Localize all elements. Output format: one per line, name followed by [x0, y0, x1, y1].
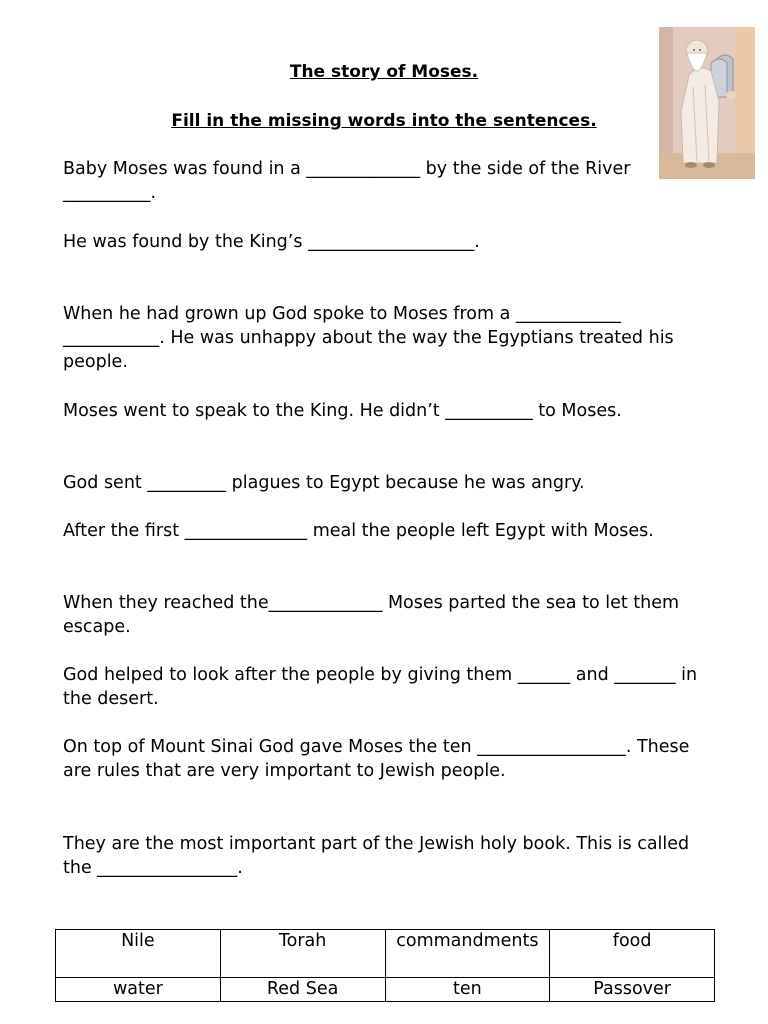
- word-bank-cell: Torah: [220, 930, 385, 978]
- sentence-6: After the first ______________ meal the people left Egypt with Moses.: [63, 521, 654, 541]
- word-bank-row: [56, 978, 715, 1002]
- word-bank-table: [55, 929, 715, 1002]
- word-bank-row: [56, 930, 715, 978]
- worksheet-title: The story of Moses.: [289, 62, 479, 82]
- word-bank-cell: food: [550, 930, 715, 978]
- sentence-3: When he had grown up God spoke to Moses from a ____________ ___________. He was unhappy about the way the Egyptians treated his people.: [63, 304, 680, 372]
- sentence-1: Baby Moses was found in a _____________ by the side of the River __________.: [63, 159, 637, 203]
- sentence-10: They are the most important part of the Jewish holy book. This is called the ________________.: [63, 834, 695, 878]
- sentence-8: God helped to look after the people by giving them ______ and _______ in the desert.: [63, 665, 703, 709]
- word-bank-cell: ten: [385, 978, 550, 1002]
- word-bank-cell: Nile: [56, 930, 221, 978]
- sentence-4: Moses went to speak to the King. He didn’t __________ to Moses.: [63, 401, 622, 421]
- word-bank-cell: Passover: [550, 978, 715, 1002]
- sentence-9: On top of Mount Sinai God gave Moses the ten _________________. These are rules that are very important to Jewish people.: [63, 737, 695, 781]
- worksheet-instruction: Fill in the missing words into the sentences.: [171, 111, 597, 131]
- word-bank-cell: water: [56, 978, 221, 1002]
- sentence-2: He was found by the King’s ___________________.: [63, 232, 480, 252]
- word-bank-cell: Red Sea: [220, 978, 385, 1002]
- word-bank-cell: commandments: [385, 930, 550, 978]
- sentence-7: When they reached the_____________ Moses parted the sea to let them escape.: [63, 593, 685, 637]
- sentence-5: God sent _________ plagues to Egypt because he was angry.: [63, 473, 585, 493]
